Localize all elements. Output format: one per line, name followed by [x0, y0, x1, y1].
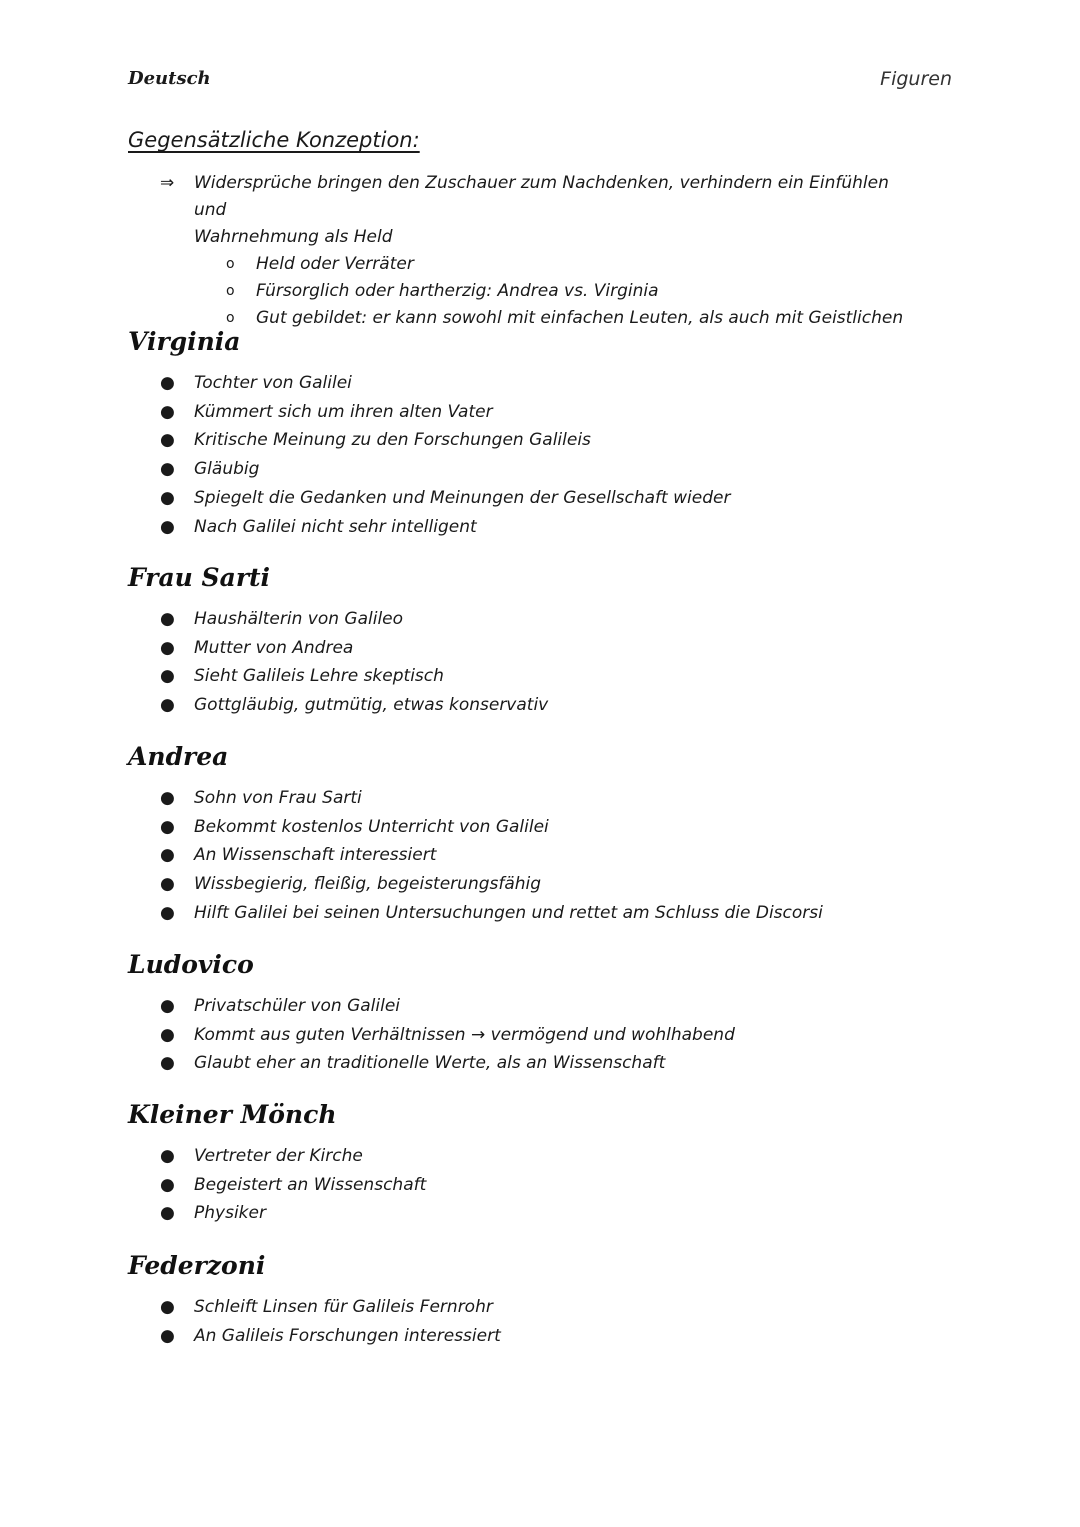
character-traits-ludovico — [160, 992, 735, 1078]
bullet-icon: ● — [160, 1325, 175, 1346]
character-traits-kleiner-moench — [160, 1142, 426, 1228]
list-item: ● An Wissenschaft interessiert — [160, 841, 823, 870]
bullet-icon: ● — [160, 816, 175, 837]
character-traits-frau-sarti — [160, 605, 548, 720]
concept-arrow-text-line1: Widersprüche bringen den Zuschauer zum Nachdenken, verhindern ein Einfühlen und — [194, 173, 889, 220]
list-item: ● Haushälterin von Galileo — [160, 605, 548, 634]
concept-point: o Fürsorglich oder hartherzig: Andrea vs. Virginia — [226, 278, 920, 305]
bullet-icon: ● — [160, 487, 175, 508]
bullet-icon: ● — [160, 902, 175, 923]
bullet-icon: ● — [160, 430, 175, 451]
list-item: ● Wissbegierig, fleißig, begeisterungsfähig — [160, 870, 823, 899]
bullet-icon: ● — [160, 373, 175, 393]
bullet-icon: ● — [160, 1053, 175, 1074]
header-subject: Deutsch — [128, 68, 211, 89]
circle-bullet-icon: o — [226, 256, 235, 272]
character-title-virginia: Virginia — [128, 327, 241, 356]
concept-arrow-text — [194, 170, 920, 251]
concept-block — [160, 170, 920, 332]
character-title-kleiner-moench: Kleiner Mönch — [128, 1100, 337, 1129]
concept-arrow-text-line2: Wahrnehmung als Held — [194, 227, 393, 247]
list-item: ● Sieht Galileis Lehre skeptisch — [160, 662, 548, 691]
bullet-icon: ● — [160, 609, 175, 629]
list-item: ● Nach Galilei nicht sehr intelligent — [160, 513, 730, 542]
list-item: ● Kommt aus guten Verhältnissen → vermögend und wohlhabend — [160, 1021, 735, 1050]
bullet-icon: ● — [160, 1146, 175, 1166]
double-arrow-icon: ⇒ — [160, 173, 175, 193]
list-item: ● Tochter von Galilei — [160, 369, 730, 398]
concept-points — [160, 251, 920, 332]
list-item: ● Privatschüler von Galilei — [160, 992, 735, 1021]
character-title-federzoni: Federzoni — [128, 1251, 266, 1280]
bullet-icon: ● — [160, 874, 175, 895]
bullet-icon: ● — [160, 1174, 175, 1195]
concept-arrow-line — [160, 170, 920, 251]
list-item: ● Kritische Meinung zu den Forschungen Galileis — [160, 426, 730, 455]
circle-bullet-icon: o — [226, 283, 235, 299]
bullet-icon: ● — [160, 845, 175, 866]
list-item: ● Sohn von Frau Sarti — [160, 784, 823, 813]
concept-title: Gegensätzliche Konzeption: — [128, 128, 420, 152]
bullet-icon: ● — [160, 695, 175, 716]
character-traits-andrea — [160, 784, 823, 928]
bullet-icon: ● — [160, 996, 175, 1016]
list-item: ● Gläubig — [160, 455, 730, 484]
character-title-frau-sarti: Frau Sarti — [128, 563, 271, 592]
bullet-icon: ● — [160, 788, 175, 808]
character-traits-federzoni — [160, 1293, 501, 1350]
bullet-icon: ● — [160, 1297, 175, 1317]
header-topic: Figuren — [880, 68, 952, 90]
list-item: ● Mutter von Andrea — [160, 634, 548, 663]
character-traits-virginia — [160, 369, 730, 541]
list-item: ● Bekommt kostenlos Unterricht von Galilei — [160, 813, 823, 842]
concept-point: o Held oder Verräter — [226, 251, 920, 278]
list-item: ● Vertreter der Kirche — [160, 1142, 426, 1171]
list-item: ● Physiker — [160, 1199, 426, 1228]
bullet-icon: ● — [160, 666, 175, 687]
character-title-andrea: Andrea — [128, 742, 229, 771]
list-item: ● Glaubt eher an traditionelle Werte, als an Wissenschaft — [160, 1049, 735, 1078]
list-item: ● Kümmert sich um ihren alten Vater — [160, 398, 730, 427]
list-item: ● Spiegelt die Gedanken und Meinungen der Gesellschaft wieder — [160, 484, 730, 513]
bullet-icon: ● — [160, 1024, 175, 1045]
circle-bullet-icon: o — [226, 310, 235, 326]
list-item: ● Hilft Galilei bei seinen Untersuchungen und rettet am Schluss die Discorsi — [160, 899, 823, 928]
bullet-icon: ● — [160, 516, 175, 537]
list-item: ● Gottgläubig, gutmütig, etwas konservativ — [160, 691, 548, 720]
list-item: ● Schleift Linsen für Galileis Fernrohr — [160, 1293, 501, 1322]
list-item: ● Begeistert an Wissenschaft — [160, 1171, 426, 1200]
character-title-ludovico: Ludovico — [128, 950, 254, 979]
bullet-icon: ● — [160, 1203, 175, 1224]
bullet-icon: ● — [160, 401, 175, 422]
list-item: ● An Galileis Forschungen interessiert — [160, 1322, 501, 1351]
bullet-icon: ● — [160, 637, 175, 658]
concept-point: o Gut gebildet: er kann sowohl mit einfachen Leuten, als auch mit Geistlichen — [226, 305, 920, 332]
bullet-icon: ● — [160, 459, 175, 480]
